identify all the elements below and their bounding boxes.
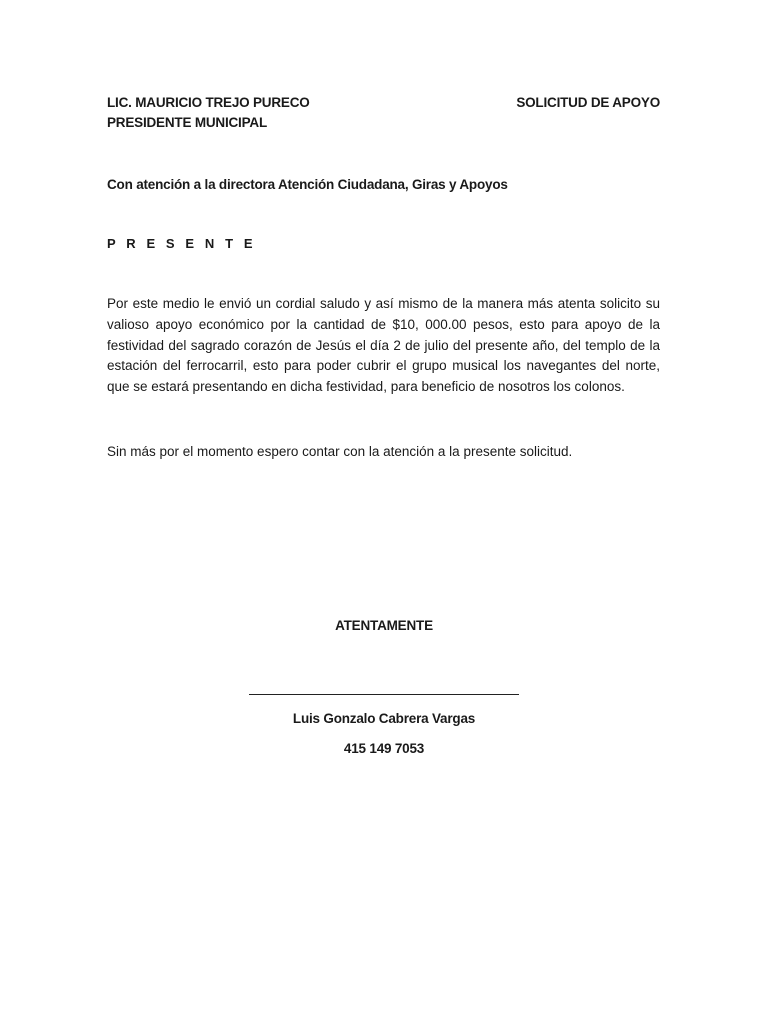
signature-line [249, 694, 519, 695]
body-paragraph: Por este medio le envió un cordial saludo y así mismo de la manera más atenta solicito su valioso apoyo económico por la cantidad de $10, 000.00 pesos, esto para apoyo de la festividad del sagrado corazón de Jesús el día 2 de julio del presente año, del templo de la estación del ferrocarril, esto para poder cubrir el grupo musical los navegantes del norte, que se estará presentando en dicha festividad, para beneficio de nosotros los colonos. [107, 296, 660, 395]
signer-name: Luis Gonzalo Cabrera Vargas [292, 711, 476, 726]
recipient-block [107, 93, 310, 133]
recipient-name: LIC. MAURICIO TREJO PURECO [107, 95, 310, 110]
closing-sentence: Sin más por el momento espero contar con la atención a la presente solicitud. [107, 444, 573, 459]
recipient-title: PRESIDENTE MUNICIPAL [107, 115, 268, 130]
farewell-heading: ATENTAMENTE [335, 618, 433, 633]
document-subject: SOLICITUD DE APOYO [516, 95, 660, 110]
signer-phone: 415 149 7053 [343, 741, 425, 756]
attention-line: Con atención a la directora Atención Ciudadana, Giras y Apoyos [107, 177, 508, 192]
presente-heading: P R E S E N T E [107, 236, 257, 251]
